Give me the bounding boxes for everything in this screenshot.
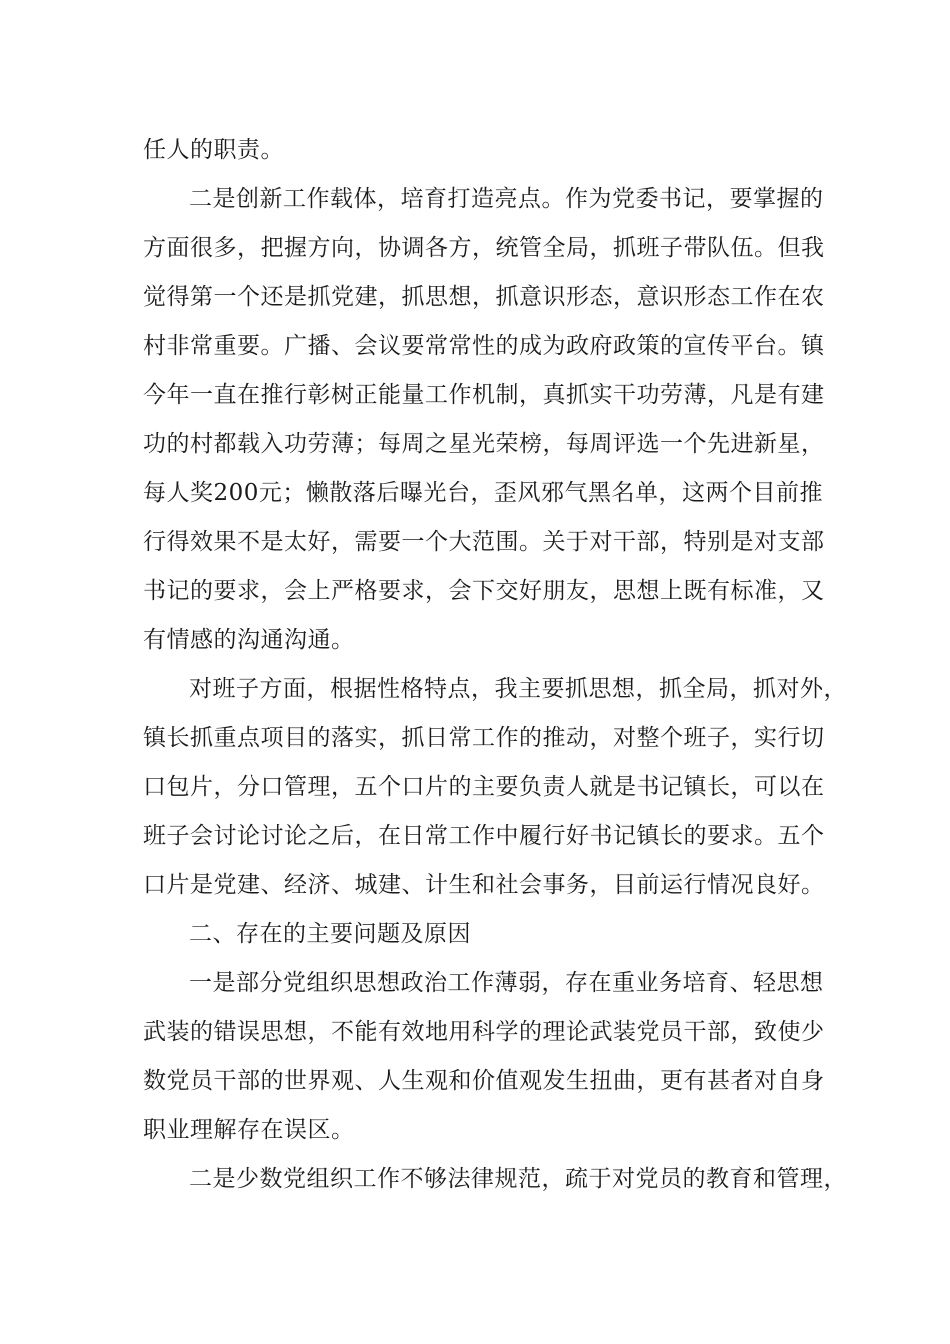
text-line: 口包片，分口管理，五个口片的主要负责人就是书记镇长，可以在 (143, 774, 825, 800)
text-line: 数党员干部的世界观、人生观和价值观发生扭曲，更有甚者对自身 (143, 1068, 825, 1094)
paragraph-start-line: 二是少数党组织工作不够法律规范，疏于对党员的教育和管理， (189, 1166, 847, 1192)
text-line: 功的村都载入功劳薄；每周之星光荣榜，每周评选一个先进新星， (143, 431, 825, 457)
paragraph-start-line: 对班子方面，根据性格特点，我主要抓思想，抓全局，抓对外， (189, 676, 847, 702)
text-line: 村非常重要。广播、会议要常常性的成为政府政策的宣传平台。镇 (143, 333, 825, 359)
text-line: 镇长抓重点项目的落实，抓日常工作的推动，对整个班子，实行切 (143, 725, 825, 751)
text-line: 任人的职责。 (143, 137, 284, 163)
text-line: 觉得第一个还是抓党建，抓思想，抓意识形态，意识形态工作在农 (143, 284, 825, 310)
paragraph-start-line: 二是创新工作载体，培育打造亮点。作为党委书记，要掌握的 (189, 186, 824, 212)
document-body (143, 126, 847, 1204)
text-line: 今年一直在推行彰树正能量工作机制，真抓实干功劳薄，凡是有建 (143, 382, 825, 408)
text-line: 班子会讨论讨论之后，在日常工作中履行好书记镇长的要求。五个 (143, 823, 825, 849)
paragraph-start-line: 一是部分党组织思想政治工作薄弱，存在重业务培育、轻思想 (189, 970, 824, 996)
text-line: 口片是党建、经济、城建、计生和社会事务，目前运行情况良好。 (143, 872, 825, 898)
text-line: 每人奖200元；懒散落后曝光台，歪风邪气黑名单，这两个目前推 (143, 480, 823, 506)
text-line: 行得效果不是太好，需要一个大范围。关于对干部，特别是对支部 (143, 529, 825, 555)
text-line: 方面很多，把握方向，协调各方，统管全局，抓班子带队伍。但我 (143, 235, 825, 261)
text-line: 职业理解存在误区。 (143, 1117, 355, 1143)
text-line: 有情感的沟通沟通。 (143, 627, 355, 653)
text-line: 书记的要求，会上严格要求，会下交好朋友，思想上既有标准，又 (143, 578, 825, 604)
text-line: 武装的错误思想，不能有效地用科学的理论武装党员干部，致使少 (143, 1019, 825, 1045)
section-heading: 二、存在的主要问题及原因 (189, 921, 471, 947)
